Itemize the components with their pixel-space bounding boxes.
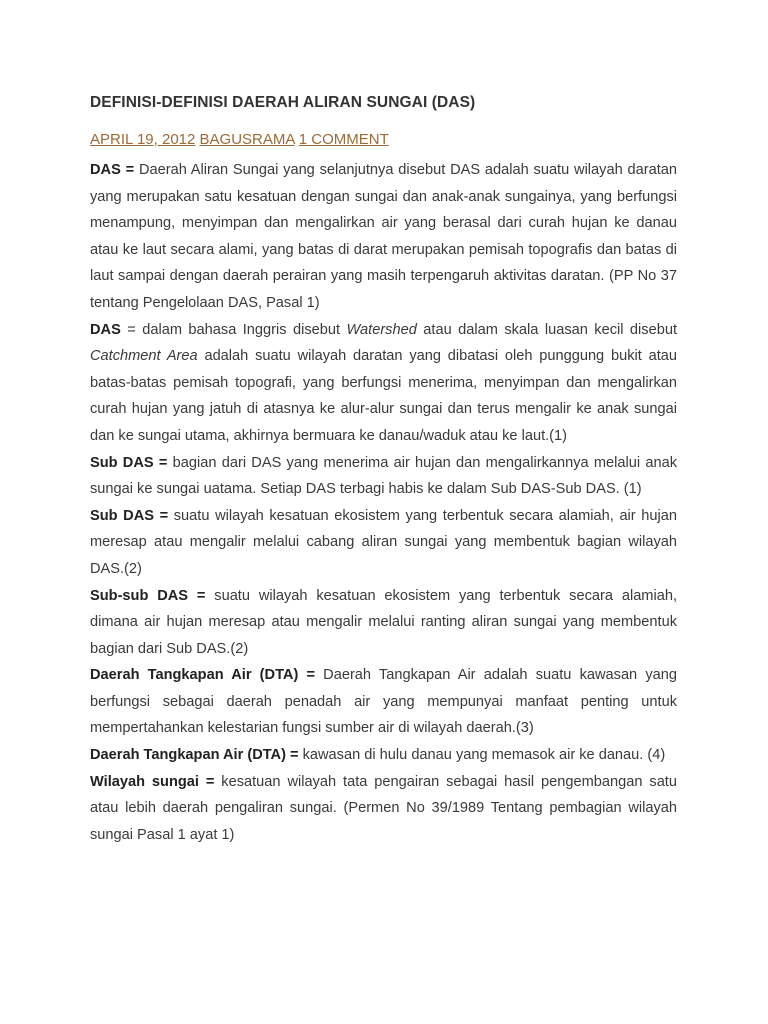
definition-italic-text: Catchment Area	[90, 348, 198, 365]
definition-term: Daerah Tangkapan Air (DTA) =	[90, 747, 299, 764]
definition-paragraph	[90, 503, 677, 583]
post-meta	[90, 130, 677, 150]
article	[90, 93, 677, 848]
definition-text: kawasan di hulu danau yang memasok air ke danau. (4)	[298, 747, 666, 764]
post-author-link[interactable]: BAGUSRAMA	[199, 131, 295, 148]
definition-paragraph	[90, 662, 677, 742]
definition-term: Sub DAS =	[90, 454, 168, 471]
definition-text: bagian dari DAS yang menerima air hujan dan mengalirkannya melalui anak sungai ke sungai uatama. Setiap DAS terbagi habis ke dalam Sub DAS-Sub DAS. (1)	[90, 454, 677, 498]
definition-text: kesatuan wilayah tata pengairan sebagai hasil pengembangan satu atau lebih daerah pengaliran sungai. (Permen No 39/1989 Tentang pembagian wilayah sungai Pasal 1 ayat 1)	[90, 773, 677, 843]
definition-text: Daerah Aliran Sungai yang selanjutnya disebut DAS adalah suatu wilayah daratan yang merupakan satu kesatuan dengan sungai dan anak-anak sungainya, yang berfungsi menampung, menyimpan dan mengalirkan air yang berasal dari curah hujan ke danau atau ke laut secara alami, yang batas di darat merupakan pemisah topografis dan batas di laut sampai dengan daerah perairan yang masih terpengaruh aktivitas daratan. (PP No 37 tentang Pengelolaan DAS, Pasal 1)	[90, 162, 677, 311]
definition-paragraph	[90, 317, 677, 450]
definition-text: atau dalam skala luasan kecil disebut	[416, 321, 677, 338]
definition-text: adalah suatu wilayah daratan yang dibatasi oleh punggung bukit atau batas-batas pemisah topografi, yang berfungsi menerima, menyimpan dan mengalirkan curah hujan yang jatuh di atasnya ke alur-alur sungai dan terus mengalir ke anak sungai dan ke sungai utama, akhirnya bermuara ke danau/waduk atau ke laut.(1)	[90, 348, 677, 444]
definition-text: suatu wilayah kesatuan ekosistem yang terbentuk secara alamiah, air hujan meresap atau mengalir melalui cabang aliran sungai yang membentuk bagian wilayah DAS.(2)	[90, 507, 677, 577]
post-title: DEFINISI-DEFINISI DAERAH ALIRAN SUNGAI (DAS)	[90, 94, 476, 111]
definition-paragraph	[90, 583, 677, 663]
post-date-link[interactable]: APRIL 19, 2012	[90, 131, 196, 148]
definition-text: = dalam bahasa Inggris disebut	[120, 321, 347, 338]
definition-text: suatu wilayah kesatuan ekosistem yang terbentuk secara alamiah, dimana air hujan meresap atau mengalir melalui ranting aliran sungai yang membentuk bagian dari Sub DAS.(2)	[90, 587, 677, 657]
definition-italic-text: Watershed	[346, 321, 417, 338]
definition-text: Daerah Tangkapan Air adalah suatu kawasan yang berfungsi sebagai daerah penadah air yang mempunyai manfaat penting untuk mempertahankan kelestarian fungsi sumber air di wilayah daerah.(3)	[90, 667, 677, 737]
definition-term: Sub-sub DAS =	[90, 587, 206, 604]
definition-paragraph	[90, 450, 677, 503]
definition-term: Sub DAS =	[90, 507, 169, 524]
post-content	[90, 157, 677, 848]
definition-term: Daerah Tangkapan Air (DTA) =	[90, 667, 315, 684]
definition-paragraph	[90, 742, 677, 769]
post-comments-link[interactable]: 1 COMMENT	[298, 131, 389, 148]
definition-term: DAS	[90, 321, 121, 338]
definition-term: Wilayah sungai =	[90, 773, 215, 790]
definition-paragraph	[90, 157, 677, 317]
definition-term: DAS =	[90, 162, 135, 178]
definition-paragraph	[90, 769, 677, 849]
